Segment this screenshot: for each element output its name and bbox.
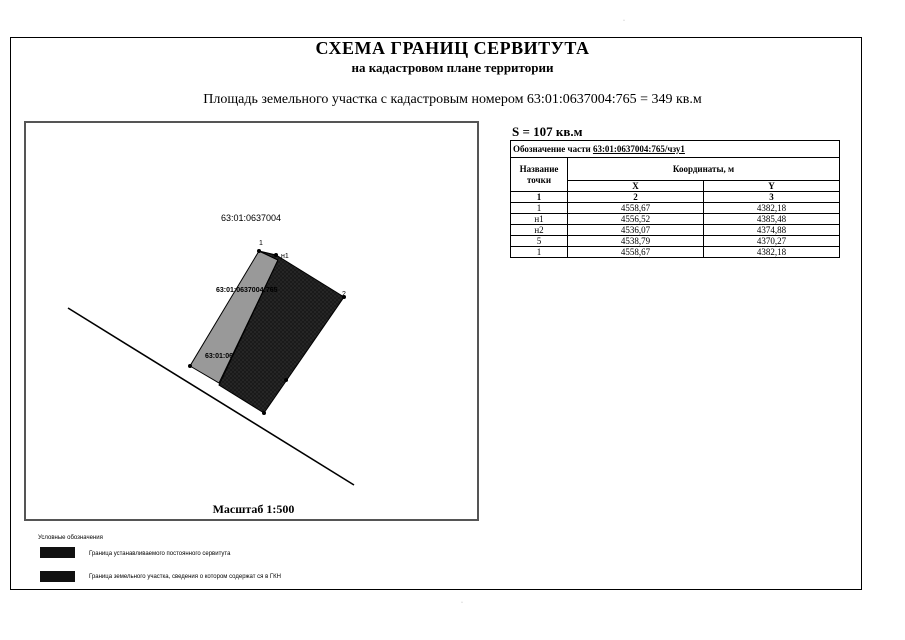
map-drawing: [26, 123, 481, 523]
x-cell: 4536,07: [568, 225, 704, 236]
scan-speck: ·: [461, 600, 463, 606]
header-num-3: 3: [704, 192, 840, 203]
vertex-1: [257, 249, 261, 253]
block-label: 63:01:0637004: [221, 213, 282, 223]
point-label-1: 1: [259, 240, 263, 247]
legend-item-parcel: Граница земельного участка, сведения о котором содержат ся в ГКН: [89, 574, 282, 580]
table-row: [511, 247, 840, 258]
y-cell: 4374,88: [704, 225, 840, 236]
header-x: X: [568, 181, 704, 192]
x-cell: 4538,79: [568, 236, 704, 247]
legend-swatch-servitude: [40, 547, 75, 558]
header-coordinates: Координаты, м: [568, 158, 840, 181]
parcel-label-bottom: 63:01:06: [205, 353, 234, 360]
y-cell: 4385,48: [704, 214, 840, 225]
point-label-2: 2: [342, 291, 346, 298]
x-cell: 4558,67: [568, 203, 704, 214]
scan-speck: ·: [623, 18, 625, 24]
header-num-2: 2: [568, 192, 704, 203]
vertex-inner: [284, 378, 288, 382]
designation-cell: [511, 141, 840, 158]
map-scale: Масштаб 1:500: [212, 502, 295, 516]
header-num-1: 1: [511, 192, 568, 203]
point-name-cell: 1: [511, 203, 568, 214]
x-cell: 4558,67: [568, 247, 704, 258]
header-y: Y: [704, 181, 840, 192]
document-title: СХЕМА ГРАНИЦ СЕРВИТУТА: [315, 38, 590, 58]
vertex-n1: [274, 253, 278, 257]
vertex-left: [188, 364, 192, 368]
point-name-cell: н2: [511, 225, 568, 236]
designation-code: 63:01:0637004:765/чзу1: [592, 144, 685, 154]
y-cell: 4382,18: [704, 247, 840, 258]
servitude-area-value: S = 107 кв.м: [512, 124, 583, 139]
legend-swatch-parcel: [40, 571, 75, 582]
designation-prefix: Обозначение части: [513, 144, 593, 154]
table-row: [511, 214, 840, 225]
table-row: [511, 203, 840, 214]
document-subtitle: на кадастровом плане территории: [351, 60, 554, 75]
point-label-n1: н1: [281, 253, 289, 260]
table-row: [511, 225, 840, 236]
header-point-name: Название точки: [511, 158, 568, 192]
vertex-bottom: [262, 411, 266, 415]
table-row: [511, 236, 840, 247]
legend-item-servitude: Граница устанавливаемого постоянного сервитута: [89, 551, 231, 557]
y-cell: 4370,27: [704, 236, 840, 247]
cadastral-map: [24, 121, 479, 521]
parcel-area-line: Площадь земельного участка с кадастровым номером 63:01:0637004:765 = 349 кв.м: [203, 92, 702, 107]
point-name-cell: н1: [511, 214, 568, 225]
legend-title: Условные обозначения: [38, 535, 103, 541]
y-cell: 4382,18: [704, 203, 840, 214]
point-name-cell: 5: [511, 236, 568, 247]
x-cell: 4556,52: [568, 214, 704, 225]
coordinates-table: [510, 140, 840, 258]
parcel-label-top: 63:01:0637004:765: [216, 287, 278, 294]
point-name-cell: 1: [511, 247, 568, 258]
